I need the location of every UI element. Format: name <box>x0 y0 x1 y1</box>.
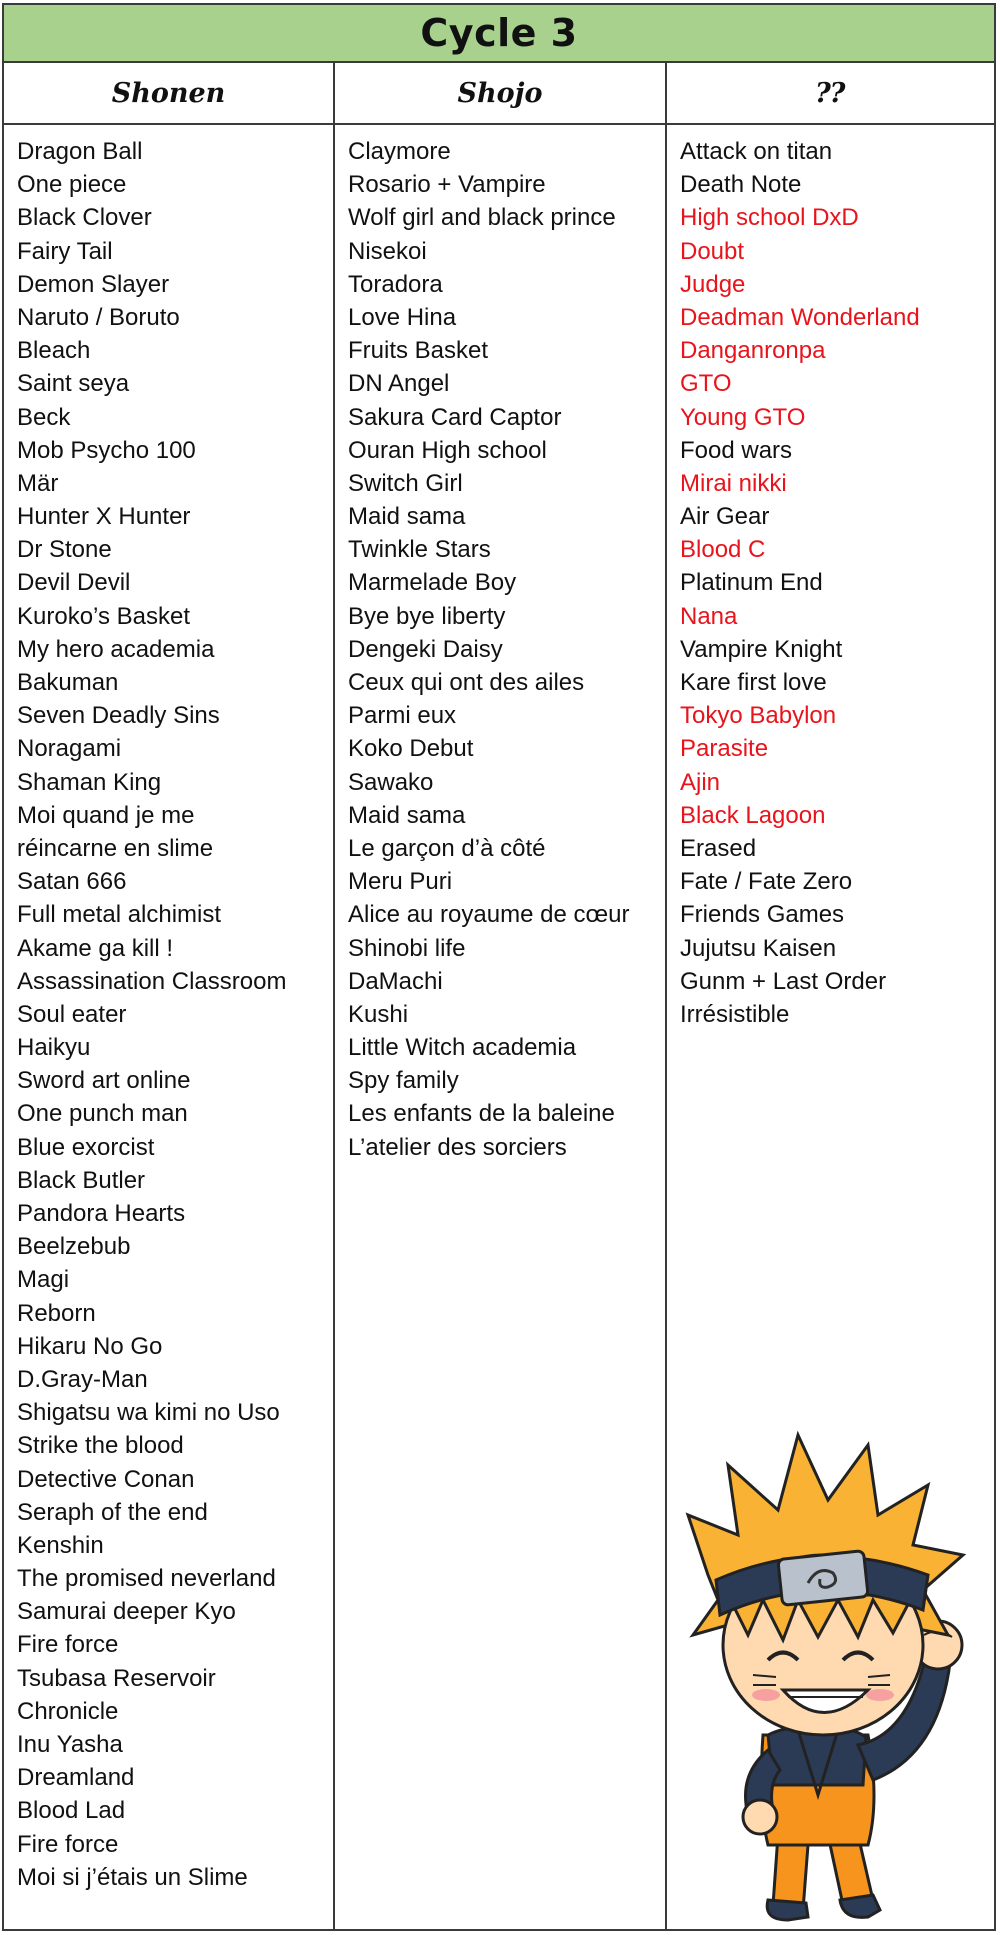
list-item: DN Angel <box>348 370 450 398</box>
list-item: Blood Lad <box>17 1797 126 1825</box>
list-item: Sawako <box>348 768 434 796</box>
list-item: Full metal alchimist <box>17 901 222 929</box>
list-item: Ajin <box>680 768 721 796</box>
list-item: Pandora Hearts <box>17 1200 186 1227</box>
list-item: Maid sama <box>348 503 466 531</box>
list-item: Beelzebub <box>17 1233 131 1261</box>
list-item: Detective Conan <box>17 1465 195 1493</box>
list-item: Death Note <box>680 171 802 199</box>
list-item: Hikaru No Go <box>17 1332 163 1360</box>
list-item: Fire force <box>17 1631 119 1659</box>
list-item: Magi <box>17 1266 70 1294</box>
list-item: Food wars <box>680 436 793 464</box>
list-item: Young GTO <box>680 403 806 431</box>
list-item: Shaman King <box>17 768 162 796</box>
list-item: Assassination Classroom <box>17 967 287 995</box>
list-item: The promised neverland <box>17 1565 276 1593</box>
list-item: Parmi eux <box>348 702 457 730</box>
list-item: Kuroko’s Basket <box>17 602 190 630</box>
list-item: Kushi <box>348 1000 409 1028</box>
list-item: One punch man <box>17 1100 188 1128</box>
list-item: Spy family <box>348 1067 459 1095</box>
list-item: Jujutsu Kaisen <box>680 934 837 962</box>
chibi-ninja-illustration <box>668 1405 988 1925</box>
list-item: Judge <box>680 270 746 298</box>
list-item: Dengeki Daisy <box>348 635 503 663</box>
list-item: Mär <box>17 469 59 497</box>
page-title: Cycle 3 <box>420 11 578 55</box>
list-item: Naruto / Boruto <box>17 303 180 331</box>
list-item: Fire force <box>17 1830 119 1858</box>
list-item: Platinum End <box>680 569 823 597</box>
list-item: Ouran High school <box>348 436 547 464</box>
list-item: Switch Girl <box>348 469 463 497</box>
manga-list-table <box>2 3 996 1931</box>
list-item: Reborn <box>17 1299 96 1327</box>
list-item: Bleach <box>17 337 91 365</box>
list-item: Akame ga kill ! <box>17 934 174 962</box>
list-item: Black Butler <box>17 1166 146 1194</box>
list-item: Twinkle Stars <box>348 536 491 564</box>
list-item: Doubt <box>680 237 745 265</box>
list-item: Deadman Wonderland <box>680 303 920 331</box>
list-item: Fruits Basket <box>348 337 489 365</box>
list-item: Love Hina <box>348 303 457 331</box>
list-item: Haikyu <box>17 1034 91 1062</box>
column-header-shojo: Shojo <box>335 63 667 123</box>
column-shojo-list <box>335 125 667 1929</box>
list-item: Parasite <box>680 735 769 763</box>
list-item: Claymore <box>348 138 451 165</box>
list-item: Strike the blood <box>17 1432 184 1460</box>
list-item: Nana <box>680 602 738 630</box>
list-item: Little Witch academia <box>348 1034 577 1062</box>
list-item: Saint seya <box>17 370 130 398</box>
list-item: Moi si j’étais un Slime <box>17 1863 248 1891</box>
table-body <box>4 125 994 1929</box>
list-item: Dreamland <box>17 1764 135 1792</box>
list-item: Ceux qui ont des ailes <box>348 669 585 696</box>
list-item: Blood C <box>680 536 766 564</box>
list-item: Friends Games <box>680 901 845 929</box>
column-header-unknown: ⁇ <box>815 77 846 109</box>
list-item: Sword art online <box>17 1067 191 1095</box>
list-item: Samurai deeper Kyo <box>17 1598 236 1626</box>
list-item: Rosario + Vampire <box>348 171 546 199</box>
list-item: My hero academia <box>17 635 215 663</box>
list-item: Air Gear <box>680 503 770 531</box>
list-item: Seraph of the end <box>17 1498 208 1526</box>
list-item: Gunm + Last Order <box>680 967 887 995</box>
column-header-shonen: Shonen <box>4 63 335 123</box>
list-item: Fate / Fate Zero <box>680 868 853 896</box>
list-item: GTO <box>680 370 732 398</box>
title-bar <box>4 5 994 63</box>
list-item: D.Gray-Man <box>17 1365 148 1393</box>
list-item: Attack on titan <box>680 138 833 165</box>
list-item: Shinobi life <box>348 934 466 962</box>
list-item: Bakuman <box>17 669 119 696</box>
list-item: Devil Devil <box>17 569 131 597</box>
list-item: Bye bye liberty <box>348 602 506 630</box>
list-item: Tokyo Babylon <box>680 702 837 730</box>
list-item: Toradora <box>348 270 443 298</box>
list-item: Noragami <box>17 735 122 763</box>
list-item: Dr Stone <box>17 536 112 564</box>
list-item: Black Clover <box>17 204 152 232</box>
list-item: High school DxD <box>680 204 859 232</box>
column-unknown-list <box>667 125 994 1929</box>
list-item: Alice au royaume de cœur <box>348 901 630 929</box>
list-item: Moi quand je me <box>17 801 195 829</box>
list-item: Meru Puri <box>348 868 453 896</box>
list-item: Koko Debut <box>348 735 474 763</box>
list-item: Tsubasa Reservoir <box>17 1664 216 1692</box>
list-item: Irrésistible <box>680 1000 790 1028</box>
list-item: Hunter X Hunter <box>17 503 191 531</box>
list-item: Dragon Ball <box>17 138 143 165</box>
list-item: Vampire Knight <box>680 635 843 663</box>
list-item: Wolf girl and black prince <box>348 204 616 232</box>
column-shonen-list <box>4 125 335 1929</box>
list-item: Mirai nikki <box>680 469 787 497</box>
list-item: L’atelier des sorciers <box>348 1133 567 1161</box>
list-item: Le garçon d’à côté <box>348 834 546 862</box>
list-item: Maid sama <box>348 801 466 829</box>
list-item: Chronicle <box>17 1697 119 1725</box>
list-item: réincarne en slime <box>17 834 214 862</box>
list-item: Nisekoi <box>348 237 427 265</box>
list-item: Seven Deadly Sins <box>17 702 220 730</box>
list-item: Soul eater <box>17 1000 127 1028</box>
list-item: Les enfants de la baleine <box>348 1100 615 1128</box>
list-item: Kare first love <box>680 669 827 696</box>
list-item: Shigatsu wa kimi no Uso <box>17 1399 280 1427</box>
list-item: Satan 666 <box>17 868 127 896</box>
list-item: Fairy Tail <box>17 237 113 265</box>
list-item: Black Lagoon <box>680 801 826 829</box>
list-item: Kenshin <box>17 1531 104 1559</box>
list-item: DaMachi <box>348 967 443 995</box>
list-item: Demon Slayer <box>17 270 170 298</box>
list-item: Inu Yasha <box>17 1731 123 1758</box>
list-item: Marmelade Boy <box>348 569 517 597</box>
list-item: One piece <box>17 171 127 199</box>
list-item: Beck <box>17 403 71 431</box>
list-item: Mob Psycho 100 <box>17 436 196 464</box>
column-header-row <box>4 63 994 125</box>
list-item: Danganronpa <box>680 337 826 365</box>
list-item: Blue exorcist <box>17 1133 155 1161</box>
list-item: Sakura Card Captor <box>348 403 562 431</box>
list-item: Erased <box>680 834 757 862</box>
